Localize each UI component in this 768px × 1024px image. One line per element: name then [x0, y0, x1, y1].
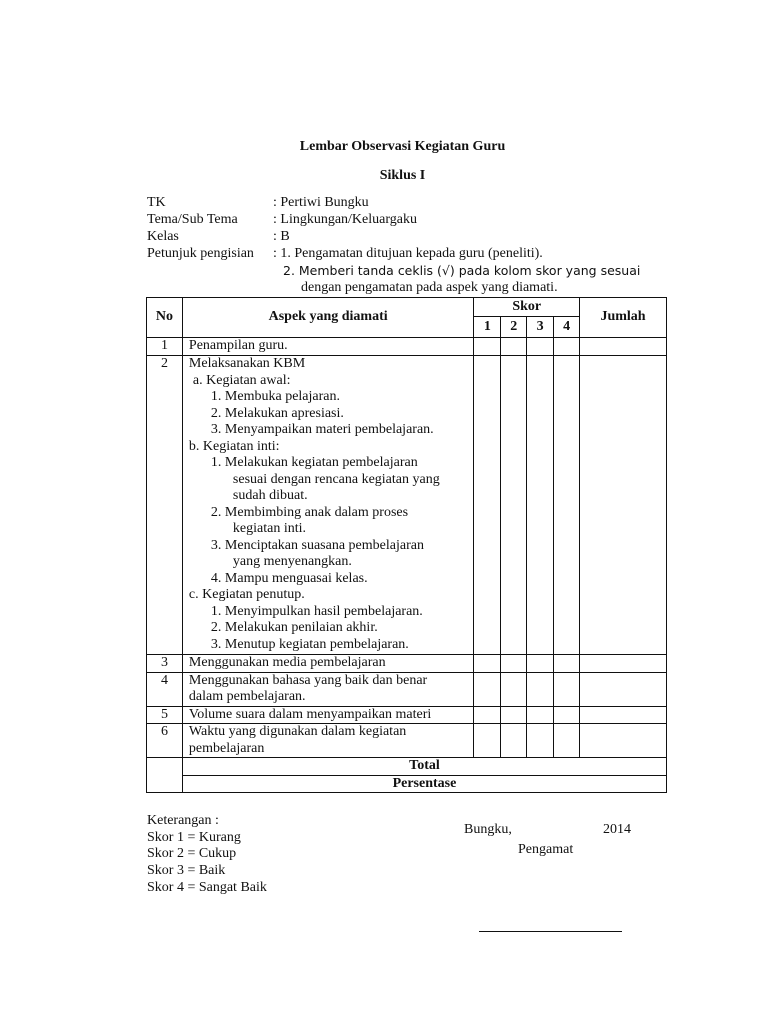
info-value-tema: : Lingkungan/Keluargaku	[273, 212, 417, 227]
jumlah-cell[interactable]	[580, 706, 667, 724]
row-aspek: Volume suara dalam menyampaikan materi	[182, 706, 473, 724]
row-aspek-line: pembelajaran	[188, 740, 265, 756]
kegiatan-awal: a. Kegiatan awal:	[192, 372, 291, 388]
signature-place: Bungku,	[464, 822, 512, 837]
info-label-tema: Tema/Sub Tema	[147, 212, 238, 227]
header-skor: Skor	[474, 298, 580, 317]
header-skor-2: 2	[501, 317, 527, 338]
table-row	[147, 672, 667, 706]
score-cell[interactable]	[554, 655, 580, 673]
document-title: Lembar Observasi Kegiatan Guru	[299, 139, 506, 154]
score-cell[interactable]	[501, 338, 527, 356]
row-aspek-line: Waktu yang digunakan dalam kegiatan	[188, 724, 407, 739]
table-row	[147, 655, 667, 673]
score-cell[interactable]	[474, 655, 501, 673]
info-value-petunjuk: : 1. Pengamatan ditujuan kepada guru (peneliti).	[273, 246, 543, 261]
kegiatan-inti: b. Kegiatan inti:	[188, 438, 280, 454]
header-skor-4: 4	[554, 317, 580, 338]
list-item-cont: sudah dibuat.	[232, 488, 308, 503]
row-no: 1	[147, 338, 183, 356]
observation-table	[146, 297, 667, 793]
row-no: 3	[147, 655, 183, 673]
jumlah-cell[interactable]	[580, 338, 667, 356]
list-item: 2. Melakukan apresiasi.	[210, 405, 344, 421]
jumlah-cell[interactable]	[580, 724, 667, 758]
document-subtitle: Siklus I	[379, 168, 426, 183]
instruction-line-2: 2. Memberi tanda ceklis (√) pada kolom skor yang sesuai	[283, 263, 641, 278]
keterangan-title: Keterangan :	[147, 813, 219, 828]
info-label-kelas: Kelas	[147, 229, 179, 244]
instruction-line-3: dengan pengamatan pada aspek yang diamati.	[301, 280, 558, 295]
list-item: 1. Melakukan kegiatan pembelajaran	[210, 455, 418, 470]
score-cell[interactable]	[501, 655, 527, 673]
info-label-petunjuk: Petunjuk pengisian	[147, 246, 254, 261]
header-no: No	[147, 298, 183, 338]
list-item: 1. Membuka pelajaran.	[210, 389, 340, 404]
summary-no-cell	[147, 758, 183, 793]
score-cell[interactable]	[554, 724, 580, 758]
persentase-row	[147, 775, 667, 793]
row-aspek-line: dalam pembelajaran.	[188, 689, 306, 704]
table-row	[147, 724, 667, 758]
jumlah-cell[interactable]	[580, 672, 667, 706]
header-jumlah: Jumlah	[580, 298, 667, 338]
info-value-tk: : Pertiwi Bungku	[273, 195, 369, 210]
table-row	[147, 356, 667, 655]
row-aspek	[182, 672, 473, 706]
keterangan-item: Skor 1 = Kurang	[147, 830, 241, 845]
keterangan-item: Skor 2 = Cukup	[147, 846, 237, 861]
score-cell[interactable]	[501, 672, 527, 706]
keterangan-item: Skor 4 = Sangat Baik	[147, 880, 267, 895]
row-aspek-line: Menggunakan bahasa yang baik dan benar	[188, 672, 428, 688]
score-cell[interactable]	[474, 338, 501, 356]
kbm-heading: Melaksanakan KBM	[188, 356, 306, 371]
row-aspek: Menggunakan media pembelajaran	[182, 655, 473, 673]
score-cell[interactable]	[474, 356, 501, 655]
row-no: 2	[147, 356, 183, 655]
row-no: 5	[147, 706, 183, 724]
score-cell[interactable]	[501, 706, 527, 724]
info-label-tk: TK	[147, 195, 166, 210]
row-aspek: Penampilan guru.	[182, 338, 473, 356]
table-row	[147, 706, 667, 724]
jumlah-cell[interactable]	[580, 356, 667, 655]
signature-line	[479, 931, 622, 932]
header-skor-3: 3	[527, 317, 554, 338]
row-aspek	[182, 356, 473, 655]
table-row	[147, 338, 667, 356]
score-cell[interactable]	[554, 672, 580, 706]
score-cell[interactable]	[527, 706, 554, 724]
score-cell[interactable]	[527, 672, 554, 706]
list-item: 2. Melakukan penilaian akhir.	[210, 620, 378, 635]
score-cell[interactable]	[474, 724, 501, 758]
row-no: 6	[147, 724, 183, 758]
header-aspek: Aspek yang diamati	[182, 298, 473, 338]
list-item-cont: kegiatan inti.	[232, 521, 307, 536]
list-item: 2. Membimbing anak dalam proses	[210, 504, 409, 520]
total-label: Total	[182, 758, 666, 776]
score-cell[interactable]	[527, 338, 554, 356]
keterangan-item: Skor 3 = Baik	[147, 863, 226, 878]
list-item: 3. Menyampaikan materi pembelajaran.	[210, 422, 434, 437]
score-cell[interactable]	[554, 706, 580, 724]
list-item: 3. Menutup kegiatan pembelajaran.	[210, 636, 409, 652]
score-cell[interactable]	[501, 724, 527, 758]
list-item: 3. Menciptakan suasana pembelajaran	[210, 537, 424, 553]
row-no: 4	[147, 672, 183, 706]
signature-role: Pengamat	[518, 842, 574, 857]
score-cell[interactable]	[527, 356, 554, 655]
kegiatan-penutup: c. Kegiatan penutup.	[188, 587, 305, 602]
list-item: 1. Menyimpulkan hasil pembelajaran.	[210, 603, 423, 619]
score-cell[interactable]	[527, 655, 554, 673]
total-row	[147, 758, 667, 776]
header-skor-1: 1	[474, 317, 501, 338]
jumlah-cell[interactable]	[580, 655, 667, 673]
list-item-cont: yang menyenangkan.	[232, 554, 352, 569]
list-item: 4. Mampu menguasai kelas.	[210, 570, 368, 586]
score-cell[interactable]	[554, 356, 580, 655]
list-item-cont: sesuai dengan rencana kegiatan yang	[232, 471, 440, 487]
signature-year: 2014	[603, 822, 631, 837]
info-value-kelas: : B	[273, 229, 290, 244]
score-cell[interactable]	[474, 672, 501, 706]
persentase-label: Persentase	[182, 775, 666, 793]
row-aspek	[182, 724, 473, 758]
score-cell[interactable]	[527, 724, 554, 758]
score-cell[interactable]	[474, 706, 501, 724]
score-cell[interactable]	[554, 338, 580, 356]
score-cell[interactable]	[501, 356, 527, 655]
